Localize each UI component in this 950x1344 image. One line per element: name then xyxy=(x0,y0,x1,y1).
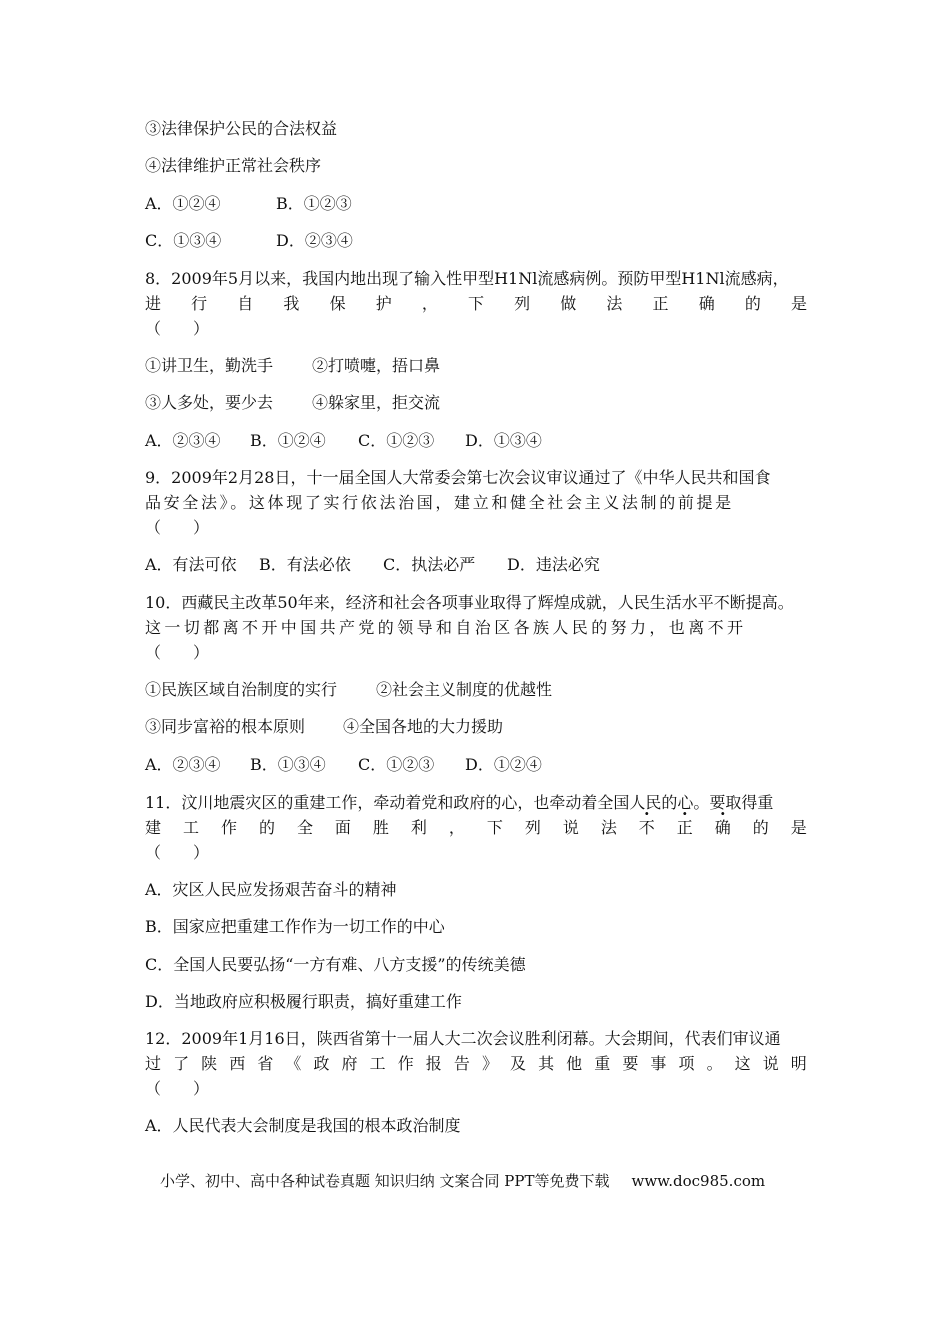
q8-char: 是 xyxy=(790,294,807,313)
q8-item-4: ④躲家里，拒交流 xyxy=(312,393,441,412)
q12-char: 报 xyxy=(425,1054,442,1073)
q8-choice-d: D．①③④ xyxy=(465,431,542,450)
page-footer xyxy=(160,1171,765,1191)
q11-char: 利 xyxy=(410,818,427,837)
q8-choice-a: A．②③④ xyxy=(145,431,221,450)
q12-char: 他 xyxy=(566,1054,583,1073)
q8-item-2: ②打喷嚏，捂口鼻 xyxy=(312,356,441,375)
q8-char: 正 xyxy=(652,294,669,313)
q11-char: 下 xyxy=(486,818,503,837)
q9-choices xyxy=(145,555,600,575)
q12-char: 《 xyxy=(285,1054,302,1073)
q12-answer-paren: （ ） xyxy=(145,1079,210,1098)
q12-char: 西 xyxy=(229,1054,246,1073)
q11-emphasis-char: · 确 xyxy=(715,818,731,838)
q12-char: 省 xyxy=(257,1054,274,1073)
q8-char: 确 xyxy=(698,294,715,313)
q11-char: 胜 xyxy=(372,818,389,837)
q12-char: 了 xyxy=(173,1054,190,1073)
q12-char: 告 xyxy=(453,1054,470,1073)
q10-item-1: ①民族区域自治制度的实行 xyxy=(145,680,338,699)
q12-char: 要 xyxy=(622,1054,639,1073)
footer-url[interactable]: www.doc985.com xyxy=(631,1172,766,1190)
q8-char: 护 xyxy=(375,294,392,313)
q8-char: 我 xyxy=(283,294,300,313)
q11-stem-line2 xyxy=(145,818,807,838)
q12-char: 陕 xyxy=(201,1054,218,1073)
q7-choices-row1 xyxy=(145,194,352,214)
q8-char: 保 xyxy=(329,294,346,313)
q7-choice-a: A．①②④ xyxy=(145,194,221,213)
q12-char: 过 xyxy=(145,1054,162,1073)
q8-item-1: ①讲卫生，勤洗手 xyxy=(145,356,274,375)
q10-choice-a: A．②③④ xyxy=(145,755,221,774)
q8-char: 的 xyxy=(744,294,761,313)
q11-emphasis-char: · 不 xyxy=(639,818,655,838)
q11-char: 的 xyxy=(258,818,275,837)
q10-choice-d: D．①②④ xyxy=(465,755,542,774)
q11-option-c: C．全国人民要弘扬“一方有难、八方支援”的传统美德 xyxy=(145,955,526,974)
q8-choice-c: C．①②③ xyxy=(358,431,435,450)
q7-choice-d: D．②③④ xyxy=(276,231,353,250)
q12-char: 明 xyxy=(790,1054,807,1073)
q11-char: 的 xyxy=(752,818,769,837)
q10-answer-paren: （ ） xyxy=(145,643,210,662)
q7-option-3: ③法律保护公民的合法权益 xyxy=(145,119,338,138)
q8-char: 法 xyxy=(606,294,623,313)
q8-items-row2 xyxy=(145,393,440,413)
q11-char: 工 xyxy=(182,818,199,837)
q8-char: 行 xyxy=(191,294,208,313)
q10-items-row2 xyxy=(145,717,503,737)
q10-item-3: ③同步富裕的根本原则 xyxy=(145,717,306,736)
q12-char: 。 xyxy=(706,1054,723,1073)
q11-char: 面 xyxy=(334,818,351,837)
q12-char: 说 xyxy=(762,1054,779,1073)
q12-char: 重 xyxy=(594,1054,611,1073)
q10-item-2: ②社会主义制度的优越性 xyxy=(376,680,553,699)
q11-char: 是 xyxy=(790,818,807,837)
footer-text: 小学、初中、高中各种试卷真题 知识归纳 文案合同 PPT等免费下载 xyxy=(160,1172,610,1190)
q11-option-a: A．灾区人民应发扬艰苦奋斗的精神 xyxy=(145,880,397,899)
q12-char: 这 xyxy=(734,1054,751,1073)
q11-option-b: B．国家应把重建工作作为一切工作的中心 xyxy=(145,917,445,936)
q11-answer-paren: （ ） xyxy=(145,843,210,862)
q8-char: 列 xyxy=(514,294,531,313)
q11-char: 建 xyxy=(145,818,162,837)
q11-char: 作 xyxy=(220,818,237,837)
q12-char: 项 xyxy=(678,1054,695,1073)
q8-char: 下 xyxy=(467,294,484,313)
q12-stem-line1: 12．2009年1月16日，陕西省第十一届人大二次会议胜利闭幕。大会期间，代表们审议通 xyxy=(145,1029,781,1048)
q9-stem-line1: 9．2009年2月28日，十一届全国人大常委会第七次会议审议通过了《中华人民共和国食 xyxy=(145,468,771,487)
q8-choices xyxy=(145,431,542,451)
q8-choice-b: B．①②④ xyxy=(250,431,326,450)
q12-char: 政 xyxy=(313,1054,330,1073)
q12-char: 府 xyxy=(341,1054,358,1073)
q9-choice-b: B．有法必依 xyxy=(259,555,351,574)
q12-char: 工 xyxy=(369,1054,386,1073)
q10-items-row1 xyxy=(145,680,552,700)
q9-choice-d: D．违法必究 xyxy=(507,555,600,574)
q11-char: 全 xyxy=(296,818,313,837)
q12-char: 及 xyxy=(510,1054,527,1073)
q8-item-3: ③人多处，要少去 xyxy=(145,393,274,412)
q12-char: 作 xyxy=(397,1054,414,1073)
q10-stem-line2: 这一切都离不开中国共产党的领导和自治区各族人民的努力，也离不开 xyxy=(145,618,747,637)
q7-choice-b: B．①②③ xyxy=(276,194,352,213)
q8-char: ， xyxy=(421,294,438,313)
q8-char: 做 xyxy=(560,294,577,313)
q11-option-d: D．当地政府应积极履行职责，搞好重建工作 xyxy=(145,992,462,1011)
q7-option-4: ④法律维护正常社会秩序 xyxy=(145,156,322,175)
q12-char: 其 xyxy=(538,1054,555,1073)
q8-stem-line2 xyxy=(145,294,807,314)
q9-choice-c: C．执法必严 xyxy=(383,555,476,574)
q11-char: 说 xyxy=(562,818,579,837)
q10-stem-line1: 10．西藏民主改革50年来，经济和社会各项事业取得了辉煌成就，人民生活水平不断提高。 xyxy=(145,593,794,612)
q9-stem-line2: 品安全法》。这体现了实行依法治国，建立和健全社会主义法制的前提是 xyxy=(145,493,734,512)
q10-choice-b: B．①③④ xyxy=(250,755,326,774)
q12-option-a: A．人民代表大会制度是我国的根本政治制度 xyxy=(145,1116,461,1135)
q8-answer-paren: （ ） xyxy=(145,319,210,338)
q12-char: 事 xyxy=(650,1054,667,1073)
q11-stem-line1: 11．汶川地震灾区的重建工作，牵动着党和政府的心，也牵动着全国人民的心。要取得重 xyxy=(145,793,774,812)
q10-item-4: ④全国各地的大力援助 xyxy=(343,717,504,736)
q11-char: 列 xyxy=(524,818,541,837)
q9-choice-a: A．有法可依 xyxy=(145,555,237,574)
q11-emphasis-char: · 正 xyxy=(677,818,693,838)
q12-char: 》 xyxy=(481,1054,498,1073)
q10-choices xyxy=(145,755,542,775)
q8-char: 自 xyxy=(237,294,254,313)
q12-stem-line2 xyxy=(145,1054,807,1074)
q8-items-row1 xyxy=(145,356,440,376)
q9-answer-paren: （ ） xyxy=(145,518,210,537)
q7-choices-row2 xyxy=(145,231,353,251)
q8-char: 进 xyxy=(145,294,162,313)
q7-choice-c: C．①③④ xyxy=(145,231,222,250)
q11-char: 法 xyxy=(600,818,617,837)
q10-choice-c: C．①②③ xyxy=(358,755,435,774)
q8-stem-line1: 8．2009年5月以来，我国内地出现了输入性甲型H1Nl流感病例。预防甲型H1Nl流感病， xyxy=(145,269,789,288)
q11-char: ， xyxy=(448,818,465,837)
